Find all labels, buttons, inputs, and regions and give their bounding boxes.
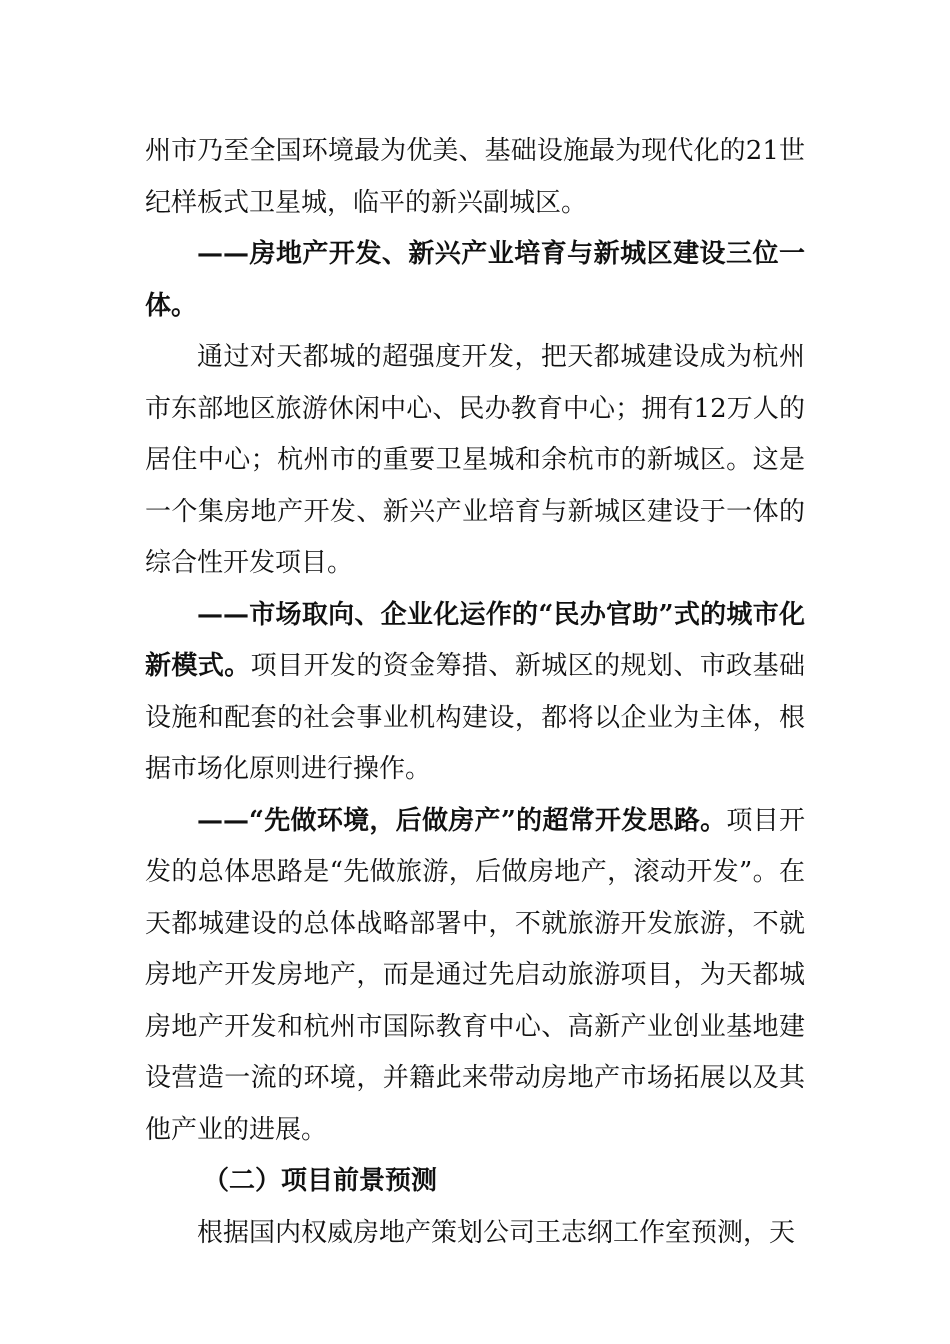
paragraph-market-model [145,590,805,796]
market-model-text: 项目开发的资金筹措、新城区的规划、市政基础设施和配套的社会事业机构建设，都将以企业为主体，根据市场化原则进行操作。 [145,651,805,784]
bold-point-integration: ——房地产开发、新兴产业培育与新城区建设三位一体。 [145,239,805,321]
environment-first-text: 项目开发的总体思路是“先做旅游，后做房地产，滚动开发”。在天都城建设的总体战略部署中，不就旅游开发旅游，不就房地产开发房地产，而是通过先启动旅游项目，为天都城房地产开发和杭州市国际教育中心、高新产业创业基地建设营造一流的环境，并籍此来带动房地产市场拓展以及其他产业的进展。 [145,805,805,1145]
paragraph-continuation: 州市乃至全国环境最为优美、基础设施最为现代化的21世纪样板式卫星城，临平的新兴副城区。 [145,136,805,218]
paragraph-development: 通过对天都城的超强度开发，把天都城建设成为杭州市东部地区旅游休闲中心、民办教育中心；拥有12万人的居住中心；杭州市的重要卫星城和余杭市的新城区。这是一个集房地产开发、新兴产业培育与新城区建设于一体的综合性开发项目。 [145,342,805,578]
paragraph-environment-first [145,796,805,1157]
bold-point-market-model: ——市场取向、企业化运作的“民办官助”式的城市化新模式。 [145,599,805,681]
paragraph-forecast: 根据国内权威房地产策划公司王志纲工作室预测，天 [197,1217,796,1248]
document-body [145,126,805,1259]
bold-point-environment-first: ——“先做环境，后做房产”的超常开发思路。 [197,805,727,836]
section-heading: （二）项目前景预测 [203,1166,438,1196]
